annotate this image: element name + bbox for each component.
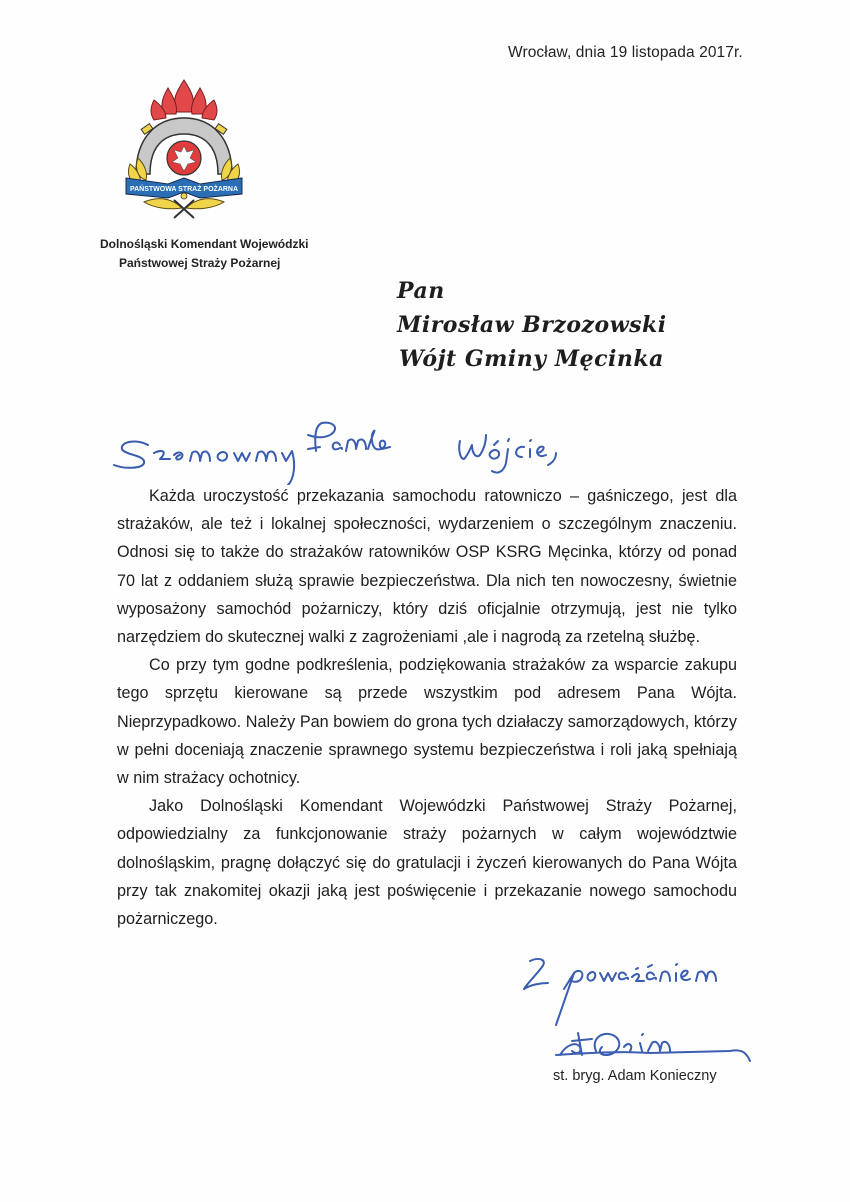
- recipient-block: [397, 274, 667, 376]
- recipient-line-2: Mirosław Brzozowski: [397, 312, 667, 338]
- body-paragraph-3: Jako Dolnośląski Komendant Wojewódzki Państwowej Straży Pożarnej, odpowiedzialny za funkcjonowanie straży pożarnych w całym województwie dolnośląskim, pragnę dołączyć się do gratulacji i życzeń kierowanych do Pana Wójta przy tak znakomitej okazji jaką jest poświęcenie i przekazanie nowego samochodu pożarniczego.: [117, 797, 737, 929]
- flame-icon: [151, 80, 217, 120]
- handwritten-closing-and-signature: [520, 955, 780, 1065]
- sender-line-1: Dolnośląski Komendant Wojewódzki: [100, 237, 309, 251]
- recipient-line-3: Wójt Gminy Męcinka: [399, 346, 664, 372]
- recipient-line-1: Pan: [397, 278, 445, 304]
- sender-block: [100, 235, 308, 273]
- signer-name: st. bryg. Adam Konieczny: [553, 1068, 717, 1084]
- handwritten-salutation: [110, 405, 590, 485]
- body-paragraph-2: Co przy tym godne podkreślenia, podziękowania strażaków za wsparcie zakupu tego sprzętu kierowane są przede wszystkim pod adresem Pana Wójta. Nieprzypadkowo. Należy Pan bowiem do grona tych działaczy samorządowych, którzy w pełni doceniają znaczenie sprawnego systemu bezpieczeństwa i roli jaką spełniają w nim strażacy ochotnicy.: [117, 656, 737, 788]
- banner-text: PAŃSTWOWA STRAŻ POŻARNA: [129, 186, 239, 193]
- date-line: Wrocław, dnia 19 listopada 2017r.: [508, 44, 743, 61]
- body-paragraph-1: Każda uroczystość przekazania samochodu ratowniczo – gaśniczego, jest dla strażaków, ale też i lokalnej społeczności, wydarzeniem o szczególnym znaczeniu. Odnosi się to także do strażaków ratowników OSP KSRG Męcinka, którzy od ponad 70 lat z oddaniem służą sprawie bezpieczeństwa. Dla nich ten nowoczesny, świetnie wyposażony samochód pożarniczy, który dziś oficjalnie otrzymują, jest nie tylko narzędziem do skutecznej walki z zagrożeniami ,ale i nagrodą za rzetelną służbę.: [117, 487, 737, 647]
- letter-body: [117, 482, 737, 933]
- sender-line-2: Państwowej Straży Pożarnej: [119, 256, 281, 270]
- fire-brigade-emblem-icon: [124, 78, 244, 220]
